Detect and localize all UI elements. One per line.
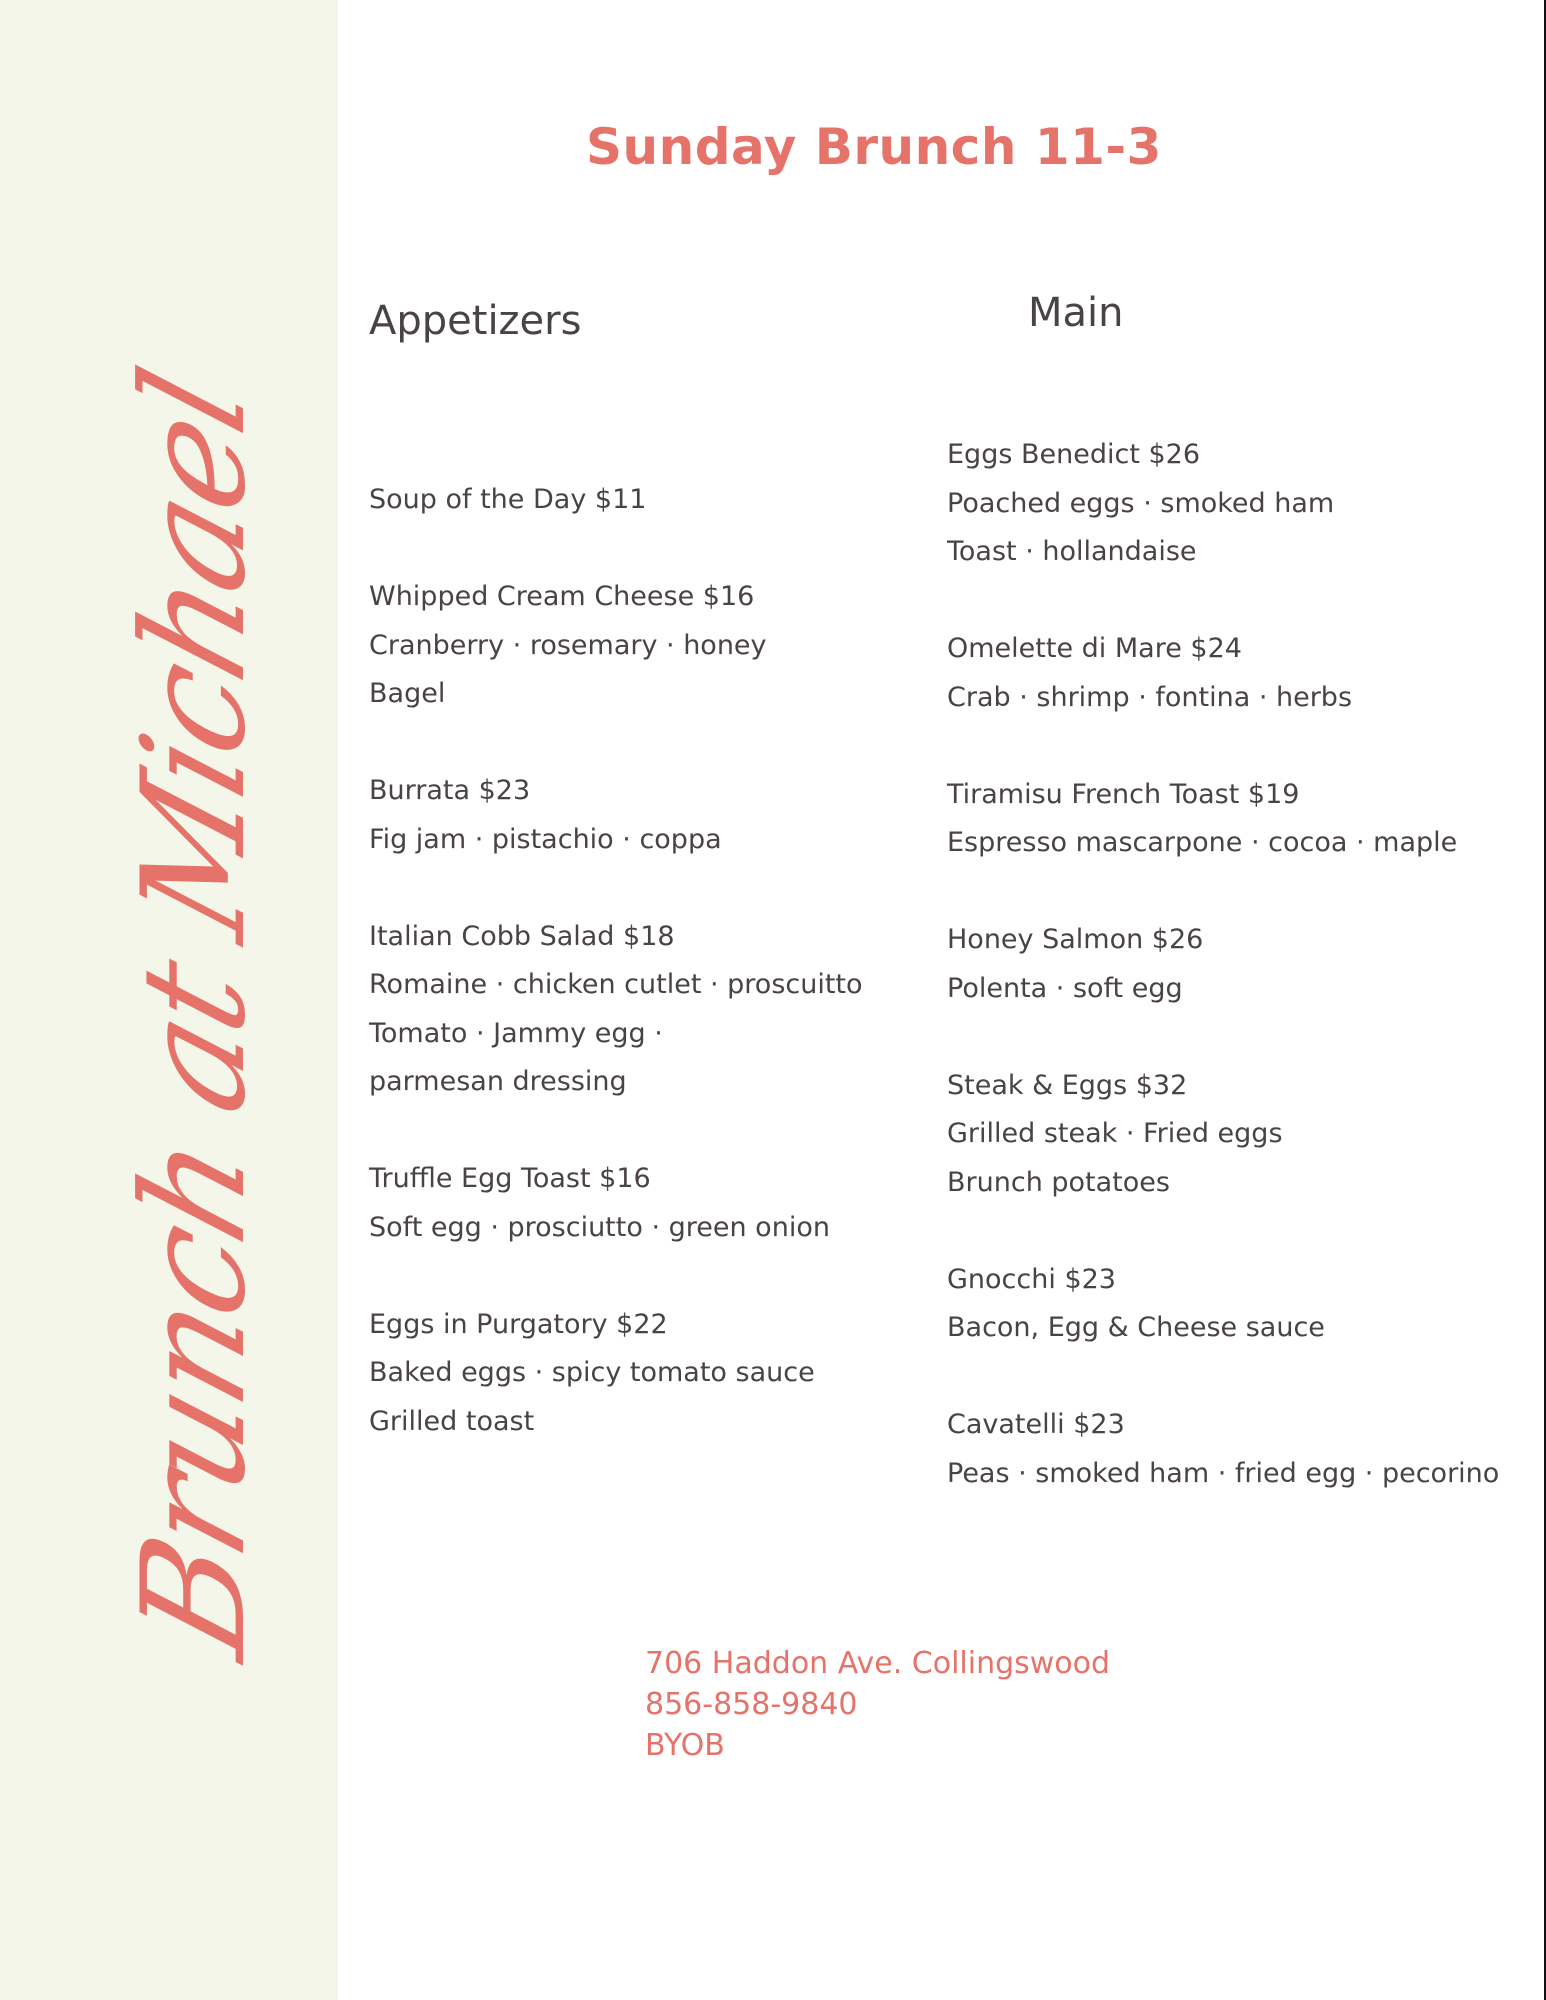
menu-item-name: Steak & Eggs $32 (947, 1069, 1188, 1101)
menu-item-desc: parmesan dressing (369, 1066, 627, 1097)
phone-number: 856-858-9840 (645, 1687, 858, 1722)
menu-item-name: Whipped Cream Cheese $16 (369, 581, 755, 612)
menu-item-desc: Grilled steak · Fried eggs (947, 1118, 1283, 1149)
menu-item-name: Honey Salmon $26 (947, 924, 1204, 955)
menu-item-name: Tiramisu French Toast $19 (947, 778, 1300, 810)
menu-item (369, 573, 863, 719)
menu-item (369, 1155, 863, 1252)
appetizers-list (369, 476, 863, 1446)
menu-item-desc: Poached eggs · smoked ham (947, 487, 1335, 519)
menu-item (947, 431, 1499, 577)
menu-item-name: Truffle Egg Toast $16 (369, 1163, 651, 1194)
menu-item-desc: Cranberry · rosemary · honey (369, 629, 767, 661)
menu-item (369, 476, 863, 525)
menu-item-desc: Fig jam · pistachio · coppa (369, 823, 722, 855)
menu-item-desc: Polenta · soft egg (947, 972, 1183, 1004)
menu-item (947, 1256, 1499, 1353)
menu-item (947, 1062, 1499, 1208)
sidebar-panel (0, 0, 338, 2000)
byob-note: BYOB (645, 1728, 725, 1763)
menu-item-name: Burrata $23 (369, 775, 531, 806)
menu-item-name: Eggs Benedict $26 (947, 439, 1201, 470)
menu-item-name: Soup of the Day $11 (369, 484, 647, 515)
menu-item-name: Italian Cobb Salad $18 (369, 920, 675, 952)
script-title: Brunch at Michael (112, 355, 277, 1675)
menu-item-name: Eggs in Purgatory $22 (369, 1308, 668, 1340)
menu-item-desc: Brunch potatoes (947, 1166, 1170, 1198)
appetizers-heading: Appetizers (369, 298, 582, 344)
menu-item-name: Gnocchi $23 (947, 1263, 1116, 1295)
menu-item-desc: Romaine · chicken cutlet · proscuitto (369, 969, 863, 1000)
menu-item-desc: Toast · hollandaise (947, 536, 1197, 567)
menu-item (369, 913, 863, 1107)
menu-item-desc: Bacon, Egg & Cheese sauce (947, 1312, 1325, 1343)
menu-item-desc: Tomato · Jammy egg · (369, 1017, 663, 1049)
main-list (947, 431, 1499, 1498)
menu-item (369, 767, 863, 864)
menu-item (947, 625, 1499, 722)
address: 706 Haddon Ave. Collingswood (645, 1646, 1111, 1681)
menu-item (947, 916, 1499, 1013)
menu-item-name: Omelette di Mare $24 (947, 633, 1242, 664)
menu-item-desc: Grilled toast (369, 1405, 535, 1437)
menu-item-desc: Bagel (369, 678, 446, 709)
main-heading: Main (1028, 290, 1124, 336)
page-title: Sunday Brunch 11-3 (586, 118, 1162, 176)
menu-item-desc: Baked eggs · spicy tomato sauce (369, 1357, 815, 1388)
menu-item-desc: Soft egg · prosciutto · green onion (369, 1211, 830, 1243)
contact-info (645, 1643, 1110, 1766)
menu-item-desc: Espresso mascarpone · cocoa · maple (947, 827, 1458, 858)
menu-item (369, 1301, 863, 1447)
menu-item (947, 771, 1499, 868)
menu-item-name: Cavatelli $23 (947, 1409, 1125, 1440)
menu-item (947, 1401, 1499, 1498)
menu-item-desc: Peas · smoked ham · fried egg · pecorino (947, 1457, 1500, 1489)
menu-item-desc: Crab · shrimp · fontina · herbs (947, 681, 1353, 713)
